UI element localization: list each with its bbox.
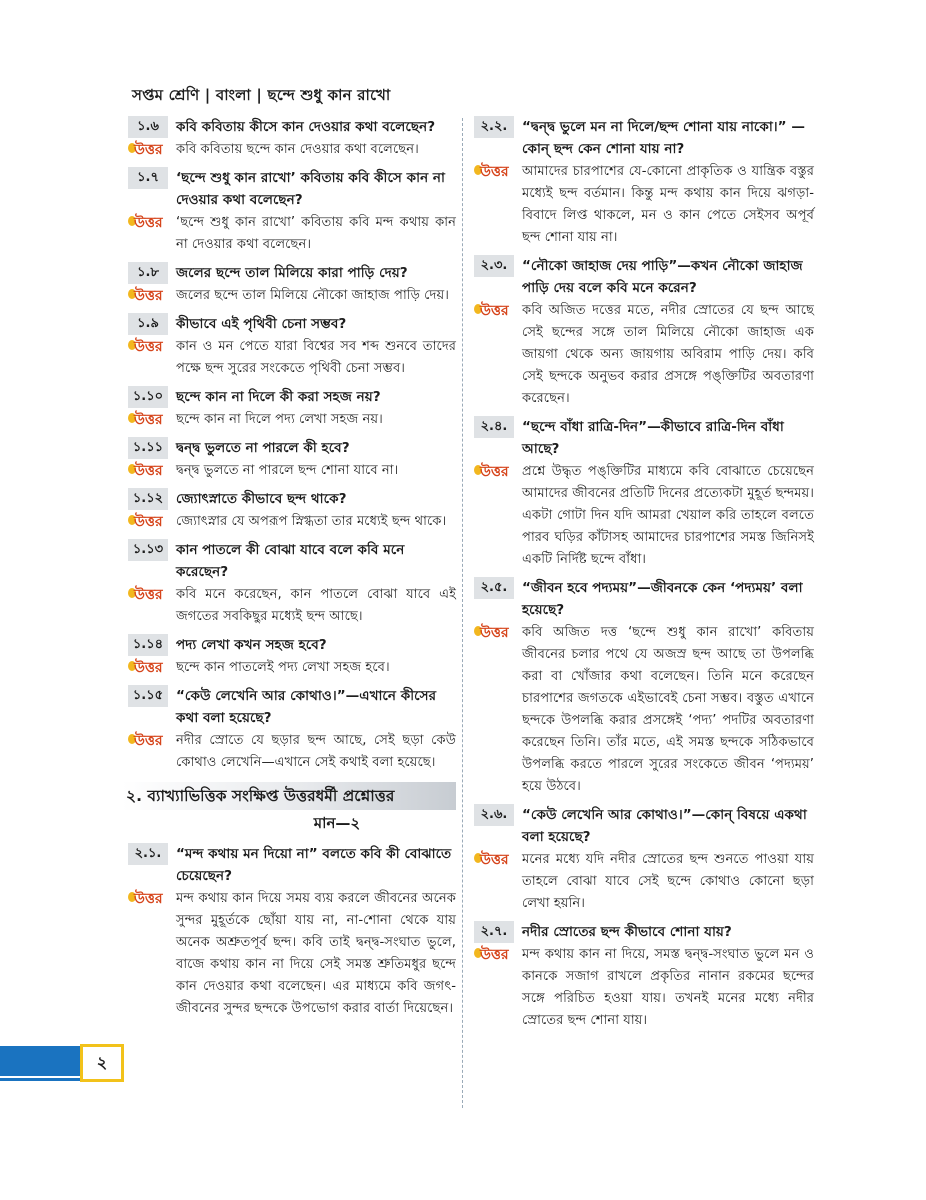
question-text: কান পাতলে কী বোঝা যাবে বলে কবি মনে করেছেন? xyxy=(176,542,405,580)
answer-text: জ্যোৎস্নার যে অপরূপ স্নিগ্ধতা তার মধ্যেই ছন্দ থাকে। xyxy=(176,514,447,529)
answer-icon xyxy=(128,285,168,307)
qa-item xyxy=(128,262,456,307)
qa-item xyxy=(474,116,814,249)
question-row xyxy=(474,577,814,621)
left-qa-list-section2 xyxy=(128,843,456,1020)
answer-icon-label: উত্তর xyxy=(134,288,163,304)
question-text: দ্বন্দ্ব ভুলতে না পারলে কী হবে? xyxy=(176,440,350,456)
qa-item xyxy=(128,116,456,161)
question-number: ২.৭. xyxy=(474,921,514,943)
answer-icon-label: উত্তর xyxy=(480,625,509,641)
answer-text: কান ও মন পেতে যারা বিশ্বের সব শব্দ শুনবে তাদের পক্ষে ছন্দ সুরের সংকেতে পৃথিবী চেনা সম্ভব। xyxy=(176,339,456,376)
answer-icon xyxy=(128,730,168,752)
question-text: ছন্দে কান না দিলে কী করা সহজ নয়? xyxy=(176,389,381,405)
column-divider xyxy=(462,118,463,1108)
answer-row xyxy=(474,622,814,798)
answer-icon-label: উত্তর xyxy=(134,142,163,158)
qa-item xyxy=(128,313,456,380)
question-text: “জীবন হবে পদ্যময়”—জীবনকে কেন ‘পদ্যময়’ বলা হয়েছে? xyxy=(522,580,803,618)
question-text: পদ্য লেখা কখন সহজ হবে? xyxy=(176,637,327,653)
answer-icon-label: উত্তর xyxy=(480,464,509,480)
answer-text: কবি মনে করেছেন, কান পাতলে বোঝা যাবে এই জগতের সবকিছুর মধ্যেই ছন্দ আছে। xyxy=(176,587,456,624)
question-row xyxy=(474,416,814,460)
answer-icon xyxy=(128,409,168,431)
answer-icon xyxy=(474,300,514,322)
answer-text: দ্বন্দ্ব ভুলতে না পারলে ছন্দ শোনা যাবে না। xyxy=(176,463,399,478)
left-qa-list xyxy=(128,116,456,774)
answer-icon-label: উত্তর xyxy=(134,514,163,530)
question-number: ২.২. xyxy=(474,116,514,138)
qa-item xyxy=(474,804,814,915)
qa-item xyxy=(474,416,814,571)
question-text: জ্যোৎস্নাতে কীভাবে ছন্দ থাকে? xyxy=(176,491,347,507)
answer-row xyxy=(128,657,456,679)
question-number: ১.১৪ xyxy=(128,634,168,656)
answer-text: কবি অজিত দত্তের মতে, নদীর স্রোতের যে ছন্দ আছে সেই ছন্দের সঙ্গে তাল মিলিয়ে নৌকো জাহাজ এক জায়গা থেকে অন্য জায়গায় অবিরাম পাড়ি দেয়। কবি সেই ছন্দকে অনুভব করার প্রসঙ্গে পঙ্‌ক্তিটির অবতারণা করেছেন। xyxy=(522,303,814,406)
answer-row xyxy=(474,849,814,915)
answer-row xyxy=(474,161,814,249)
answer-row xyxy=(474,461,814,571)
answer-text: প্রশ্নে উদ্ধৃত পঙ্‌ক্তিটির মাধ্যমে কবি বোঝাতে চেয়েছেন আমাদের জীবনের প্রতিটি দিনের প্রত্যেকটা মুহূর্ত ছন্দময়। একটা গোটা দিন যদি আমরা খেয়াল করি তাহলে বলতে পারব ঘড়ির কাঁটাসহ আমাদের চারপাশের সমস্ত জিনিসই একটি নির্দিষ্ট ছন্দে বাঁধা। xyxy=(522,464,814,567)
answer-icon xyxy=(474,944,514,966)
question-row xyxy=(474,255,814,299)
answer-icon-label: উত্তর xyxy=(134,339,163,355)
question-row xyxy=(128,262,456,284)
answer-icon-label: উত্তর xyxy=(134,733,163,749)
qa-item xyxy=(128,634,456,679)
question-row xyxy=(474,804,814,848)
question-row xyxy=(128,843,456,887)
page-number: ২ xyxy=(80,1044,124,1082)
answer-icon-label: উত্তর xyxy=(134,587,163,603)
page-header-breadcrumb: সপ্তম শ্রেণি | বাংলা | ছন্দে শুধু কান রাখো xyxy=(132,86,391,104)
answer-text: ছন্দে কান পাতলেই পদ্য লেখা সহজ হবে। xyxy=(176,660,390,675)
qa-item xyxy=(474,255,814,410)
answer-icon xyxy=(128,336,168,358)
question-number: ২.৩. xyxy=(474,255,514,277)
answer-text: মন্দ কথায় কান দিয়ে সময় ব্যয় করলে জীবনের অনেক সুন্দর মুহূর্তকে ছোঁয়া যায় না, না-শোনা থেকে যায় অনেক অশ্রুতপূর্ব ছন্দ। কবি তাই দ্বন্দ্ব-সংঘাত ভুলে, বাজে কথায় কান না দিয়ে সেই সমস্ত শ্রুতিমধুর ছন্দে কান দেওয়ার কথা বলেছেন। এর মাধ্যমে কবি জগৎ-জীবনের সুন্দর ছন্দকে উপভোগ করার বার্তা দিয়েছেন। xyxy=(176,891,456,1016)
answer-icon xyxy=(128,888,168,910)
question-row xyxy=(128,539,456,583)
answer-icon-label: উত্তর xyxy=(480,852,509,868)
question-row xyxy=(128,167,456,211)
answer-row xyxy=(128,888,456,1020)
question-text: “কেউ লেখেনি আর কোথাও।”—কোন্ বিষয়ে একথা বলা হয়েছে? xyxy=(522,807,807,845)
question-row xyxy=(128,488,456,510)
answer-row xyxy=(128,584,456,628)
answer-text: মনের মধ্যে যদি নদীর স্রোতের ছন্দ শুনতে পাওয়া যায় তাহলে বোঝা যাবে সেই ছন্দে কোথাও কোনো ছড়া লেখা হয়নি। xyxy=(522,852,814,911)
question-number: ২.১. xyxy=(128,843,168,865)
question-text: “মন্দ কথায় মন দিয়ো না” বলতে কবি কী বোঝাতে চেয়েছেন? xyxy=(176,846,452,884)
answer-icon xyxy=(474,849,514,871)
question-text: “নৌকো জাহাজ দেয় পাড়ি”—কখন নৌকো জাহাজ পাড়ি দেয় বলে কবি মনে করেন? xyxy=(522,258,803,296)
question-text: জলের ছন্দে তাল মিলিয়ে কারা পাড়ি দেয়? xyxy=(176,265,408,281)
answer-row xyxy=(474,300,814,410)
question-text: “কেউ লেখেনি আর কোথাও।”—এখানে কীসের কথা বলা হয়েছে? xyxy=(176,688,437,726)
question-row xyxy=(474,116,814,160)
question-row xyxy=(128,437,456,459)
answer-row xyxy=(128,460,456,482)
question-row xyxy=(128,116,456,138)
answer-text: ছন্দে কান না দিলে পদ্য লেখা সহজ নয়। xyxy=(176,412,383,427)
answer-row xyxy=(128,285,456,307)
question-number: ১.১০ xyxy=(128,386,168,408)
question-number: ১.৭ xyxy=(128,167,168,189)
answer-icon-label: উত্তর xyxy=(134,215,163,231)
answer-icon xyxy=(128,584,168,606)
question-number: ১.১১ xyxy=(128,437,168,459)
answer-icon-label: উত্তর xyxy=(480,947,509,963)
answer-icon-label: উত্তর xyxy=(134,412,163,428)
right-qa-list xyxy=(474,116,814,1032)
question-number: ১.১৫ xyxy=(128,685,168,707)
answer-row xyxy=(128,730,456,774)
qa-item xyxy=(128,539,456,628)
question-number: ২.৪. xyxy=(474,416,514,438)
question-number: ১.১২ xyxy=(128,488,168,510)
answer-icon xyxy=(128,511,168,533)
qa-item xyxy=(474,577,814,798)
page-number-band-line xyxy=(0,1078,80,1081)
qa-item xyxy=(128,437,456,482)
left-column xyxy=(128,116,456,1026)
right-column xyxy=(474,116,814,1038)
answer-text: কবি কবিতায় ছন্দে কান দেওয়ার কথা বলেছেন। xyxy=(176,142,419,157)
question-row xyxy=(128,313,456,335)
question-text: “দ্বন্দ্ব ভুলে মন না দিলে/ছন্দ শোনা যায় নাকো।” —কোন্ ছন্দ কেন শোনা যায় না? xyxy=(522,119,805,157)
qa-item xyxy=(128,488,456,533)
answer-text: মন্দ কথায় কান না দিয়ে, সমস্ত দ্বন্দ্ব-সংঘাত ভুলে মন ও কানকে সজাগ রাখলে প্রকৃতির নানান রকমের ছন্দের সঙ্গে পরিচিত হওয়া যায়। তখনই মনের মধ্যে নদীর স্রোতের ছন্দ শোনা যায়। xyxy=(522,947,814,1028)
question-row xyxy=(128,685,456,729)
answer-row xyxy=(128,212,456,256)
question-text: নদীর স্রোতের ছন্দ কীভাবে শোনা যায়? xyxy=(522,924,732,940)
question-number: ১.১৩ xyxy=(128,539,168,561)
question-row xyxy=(128,634,456,656)
qa-item xyxy=(128,843,456,1020)
answer-icon-label: উত্তর xyxy=(134,660,163,676)
answer-row xyxy=(474,944,814,1032)
answer-icon xyxy=(128,657,168,679)
question-number: ২.৫. xyxy=(474,577,514,599)
answer-text: নদীর স্রোতে যে ছড়ার ছন্দ আছে, সেই ছড়া কেউ কোথাও লেখেনি—এখানে সেই কথাই বলা হয়েছে। xyxy=(176,733,456,770)
question-text: ‘ছন্দে শুধু কান রাখো’ কবিতায় কবি কীসে কান না দেওয়ার কথা বলেছেন? xyxy=(176,170,445,208)
answer-icon-label: উত্তর xyxy=(480,303,509,319)
answer-row xyxy=(128,409,456,431)
answer-icon xyxy=(128,460,168,482)
answer-icon xyxy=(128,139,168,161)
section-marks: মান—২ xyxy=(313,814,361,832)
qa-item xyxy=(128,386,456,431)
answer-text: জলের ছন্দে তাল মিলিয়ে নৌকো জাহাজ পাড়ি দেয়। xyxy=(176,288,449,303)
question-text: কবি কবিতায় কীসে কান দেওয়ার কথা বলেছেন? xyxy=(176,119,436,135)
answer-text: আমাদের চারপাশের যে-কোনো প্রাকৃতিক ও যান্ত্রিক বস্তুর মধ্যেই ছন্দ বর্তমান। কিন্তু মন্দ কথায় কান দিয়ে ঝগড়া-বিবাদে লিপ্ত থাকলে, মন ও কান পেতে সেইসব অপূর্ব ছন্দ শোনা যায় না। xyxy=(522,164,814,245)
question-text: কীভাবে এই পৃথিবী চেনা সম্ভব? xyxy=(176,316,347,332)
section-title: ২. ব্যাখ্যাভিত্তিক সংক্ষিপ্ত উত্তরধর্মী প্রশ্নোত্তর xyxy=(122,782,456,810)
qa-item xyxy=(128,167,456,256)
question-number: ১.৬ xyxy=(128,116,168,138)
qa-item xyxy=(474,921,814,1032)
answer-icon xyxy=(474,622,514,644)
question-number: ১.৮ xyxy=(128,262,168,284)
answer-icon xyxy=(474,461,514,483)
answer-text: কবি অজিত দত্ত ‘ছন্দে শুধু কান রাখো’ কবিতায় জীবনের চলার পথে যে অজস্র ছন্দ আছে তা উপলব্ধি করা বা খোঁজার কথা বলেছেন। তিনি মনে করেছেন চারপাশের জগতকে এইভাবেই চেনা সম্ভব। বস্তুত এখানে ছন্দকে উপলব্ধি করার প্রসঙ্গেই ‘পদ্য’ পদটির অবতারণা করেছেন তিনি। তাঁর মতে, এই সমস্ত ছন্দকে সঠিকভাবে উপলব্ধি করতে পারলে সুরের সংকেতে জীবন ‘পদ্যময়’ হয়ে উঠবে। xyxy=(522,625,814,794)
answer-icon-label: উত্তর xyxy=(134,891,163,907)
question-row xyxy=(474,921,814,943)
qa-item xyxy=(128,685,456,774)
answer-text: ‘ছন্দে শুধু কান রাখো’ কবিতায় কবি মন্দ কথায় কান না দেওয়ার কথা বলেছেন। xyxy=(176,215,456,252)
page-number-band xyxy=(0,1046,80,1076)
question-row xyxy=(128,386,456,408)
answer-icon-label: উত্তর xyxy=(480,164,509,180)
question-number: ১.৯ xyxy=(128,313,168,335)
answer-row xyxy=(128,139,456,161)
answer-row xyxy=(128,336,456,380)
question-text: “ছন্দে বাঁধা রাত্রি-দিন”—কীভাবে রাত্রি-দিন বাঁধা আছে? xyxy=(522,419,784,457)
question-number: ২.৬. xyxy=(474,804,514,826)
answer-icon xyxy=(128,212,168,234)
answer-icon-label: উত্তর xyxy=(134,463,163,479)
answer-icon xyxy=(474,161,514,183)
answer-row xyxy=(128,511,456,533)
